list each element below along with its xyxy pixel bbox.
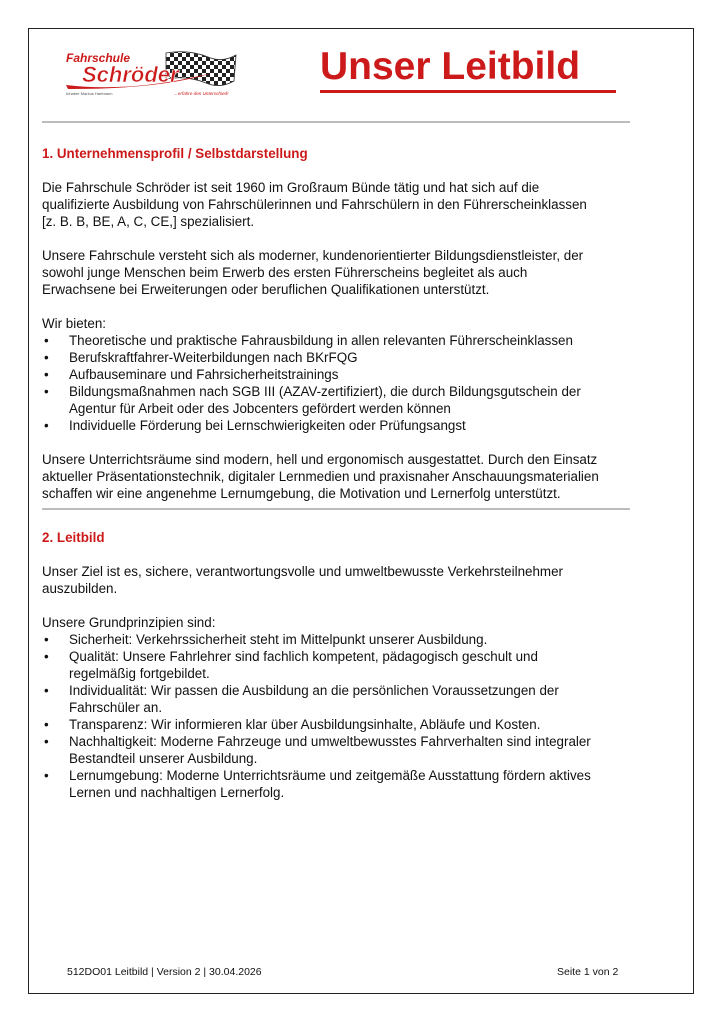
- document-title: Unser Leitbild: [320, 45, 581, 88]
- list-item: • Individuelle Förderung bei Lernschwierigkeiten oder Prüfungsangst: [42, 417, 642, 434]
- profile-paragraph-3: Unsere Unterrichtsräume sind modern, hell und ergonomisch ausgestattet. Durch den Einsatz aktueller Präsentationstechnik, digitaler Lernmedien und praxisnaher Anschauungsmaterialien schaffen wir eine angenehme Lernumgebung, die Motivation und Lernerfolg unterstützt.: [42, 452, 599, 501]
- title-underline: [320, 90, 616, 93]
- list-item: • Transparenz: Wir informieren klar über Ausbildungsinhalte, Abläufe und Kosten.: [42, 716, 642, 733]
- divider-middle: [42, 508, 630, 510]
- divider-top: [42, 121, 630, 123]
- list-item: • Theoretische und praktische Fahrausbildung in allen relevanten Führerscheinklassen: [42, 332, 642, 349]
- list-item: • Bildungsmaßnahmen nach SGB III (AZAV-zertifiziert), die durch Bildungsgutschein der Agentur für Arbeit oder des Jobcenters gefördert werden können: [42, 383, 642, 417]
- list-item: • Berufskraftfahrer-Weiterbildungen nach BKrFQG: [42, 349, 642, 366]
- footer-page-number: Seite 1 von 2: [557, 966, 619, 978]
- svg-text:...erfahre den Unterschied!: ...erfahre den Unterschied!: [174, 91, 229, 96]
- principles-intro: Unsere Grundprinzipien sind:: [42, 615, 216, 630]
- principles-list: [42, 631, 642, 801]
- profile-paragraph-2: Unsere Fahrschule versteht sich als moderner, kundenorientierter Bildungsdienstleister, der sowohl junge Menschen beim Erwerb des ersten Führerscheins begleitet als auch Erwachsene bei Erweiterungen oder beruflichen Qualifikationen unterstützt.: [42, 248, 584, 297]
- svg-text:Fahrschule: Fahrschule: [66, 51, 131, 65]
- list-item: • Lernumgebung: Moderne Unterrichtsräume und zeitgemäße Ausstattung fördern aktives Lernen und nachhaltigen Lernerfolg.: [42, 767, 642, 801]
- profile-paragraph-1: Die Fahrschule Schröder ist seit 1960 im Großraum Bünde tätig und hat sich auf die qualifizierte Ausbildung von Fahrschülerinnen und Fahrschülern in den Führerscheinklassen [z. B. B, BE, A, C, CE,] spezialisiert.: [42, 180, 587, 229]
- section-heading-mission: 2. Leitbild: [42, 530, 105, 545]
- offer-list: [42, 332, 642, 434]
- mission-paragraph-1: Unser Ziel ist es, sichere, verantwortungsvolle und umweltbewusste Verkehrsteilnehmer auszubilden.: [42, 564, 563, 596]
- offer-intro: Wir bieten:: [42, 316, 106, 331]
- svg-text:Schröder: Schröder: [82, 62, 179, 87]
- section-heading-profile: 1. Unternehmensprofil / Selbstdarstellung: [42, 146, 308, 161]
- list-item: • Sicherheit: Verkehrssicherheit steht im Mittelpunkt unserer Ausbildung.: [42, 631, 642, 648]
- list-item: • Aufbauseminare und Fahrsicherheitstrainings: [42, 366, 642, 383]
- company-logo: [62, 49, 238, 97]
- list-item: • Individualität: Wir passen die Ausbildung an die persönlichen Voraussetzungen der Fahrschüler an.: [42, 682, 642, 716]
- list-item: • Nachhaltigkeit: Moderne Fahrzeuge und umweltbewusstes Fahrverhalten sind integraler Bestandteil unserer Ausbildung.: [42, 733, 642, 767]
- list-item: • Qualität: Unsere Fahrlehrer sind fachlich kompetent, pädagogisch geschult und regelmäßig fortgebildet.: [42, 648, 642, 682]
- document-body: [42, 145, 642, 801]
- footer-document-info: 512DO01 Leitbild | Version 2 | 30.04.2026: [67, 966, 262, 978]
- svg-text:Inhaber Markus Hartmann: Inhaber Markus Hartmann: [66, 91, 113, 96]
